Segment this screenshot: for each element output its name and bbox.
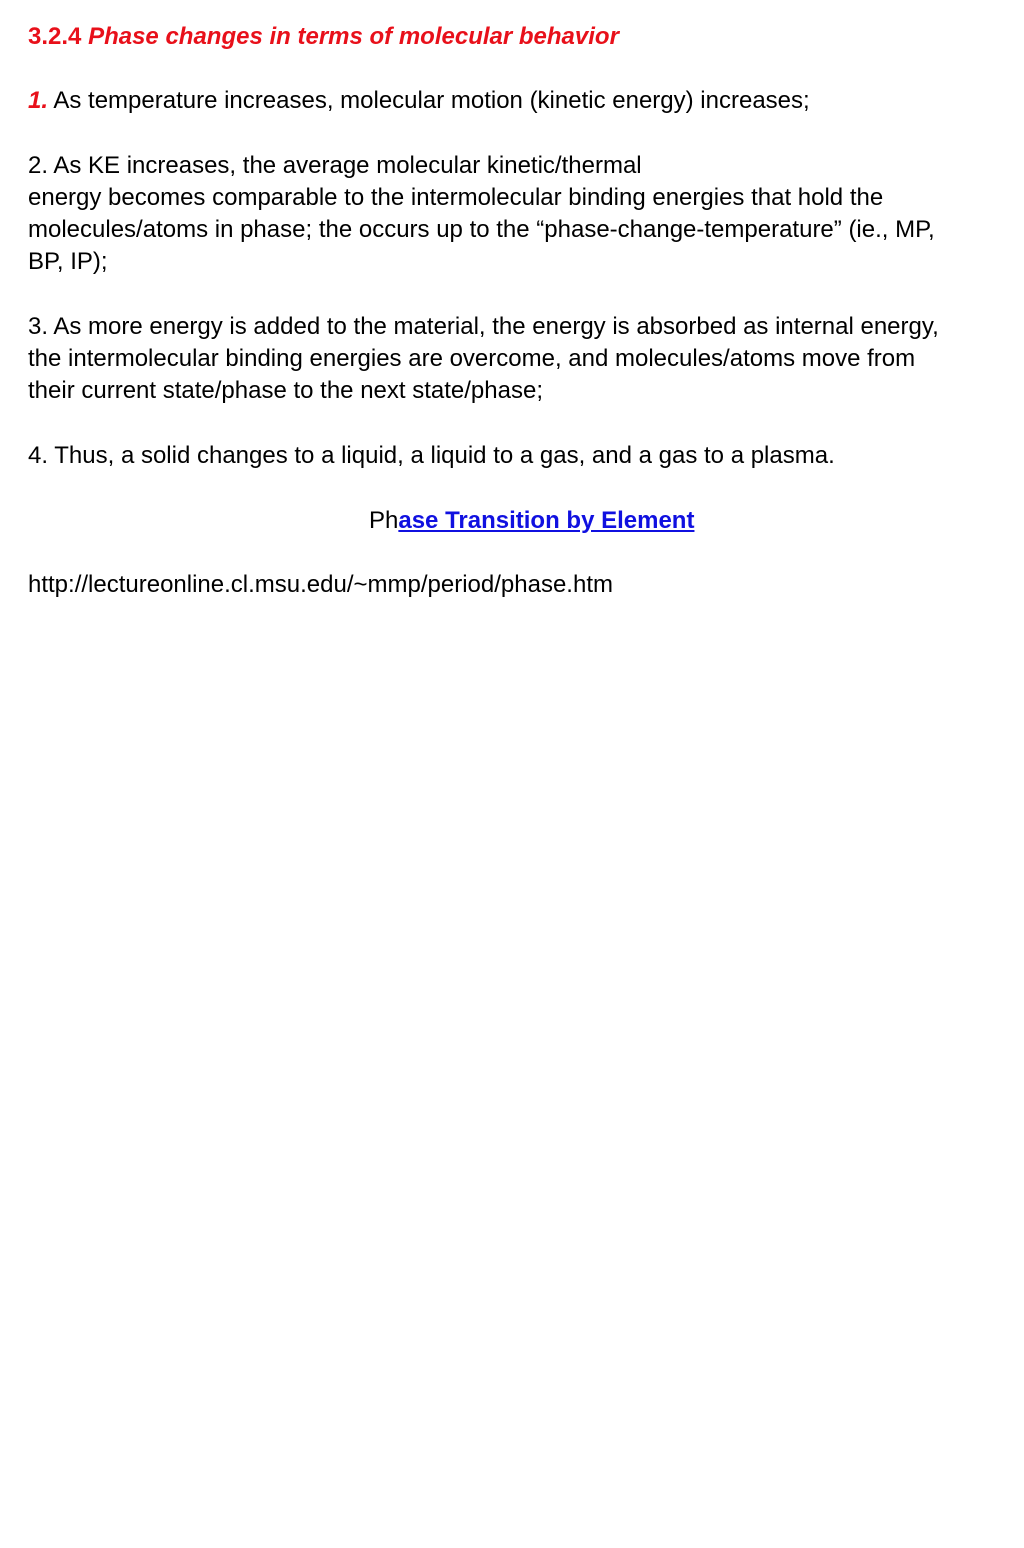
list-item-3-line-1: 3. As more energy is added to the material, the energy is absorbed as internal energy,	[28, 313, 939, 340]
list-item-2-line-2: energy becomes comparable to the intermolecular binding energies that hold the	[28, 184, 884, 211]
section-number: 3.2.4	[28, 23, 82, 50]
list-item-2-line-1: 2. As KE increases, the average molecular kinetic/thermal	[28, 152, 642, 179]
section-heading	[28, 21, 619, 53]
list-item-1-number: 1.	[28, 87, 49, 114]
phase-link-prefix: Ph	[369, 507, 399, 534]
list-item-2-line-3: molecules/atoms in phase; the occurs up to the “phase-change-temperature” (ie., MP,	[28, 216, 935, 243]
list-item-1-text: As temperature increases, molecular motion (kinetic energy) increases;	[53, 87, 810, 114]
list-item-3-line-3: their current state/phase to the next state/phase;	[28, 377, 543, 404]
list-item-1	[28, 85, 810, 117]
list-item-2-line-4: BP, IP);	[28, 248, 108, 275]
list-item-3-line-2: the intermolecular binding energies are overcome, and molecules/atoms move from	[28, 345, 916, 372]
source-url: http://lectureonline.cl.msu.edu/~mmp/period/phase.htm	[28, 571, 613, 598]
section-title: Phase changes in terms of molecular behavior	[88, 23, 619, 50]
phase-transition-link-line	[369, 505, 694, 537]
list-item-4-line-1: 4. Thus, a solid changes to a liquid, a liquid to a gas, and a gas to a plasma.	[28, 442, 835, 469]
phase-transition-link[interactable]: ase Transition by Element	[398, 507, 695, 534]
